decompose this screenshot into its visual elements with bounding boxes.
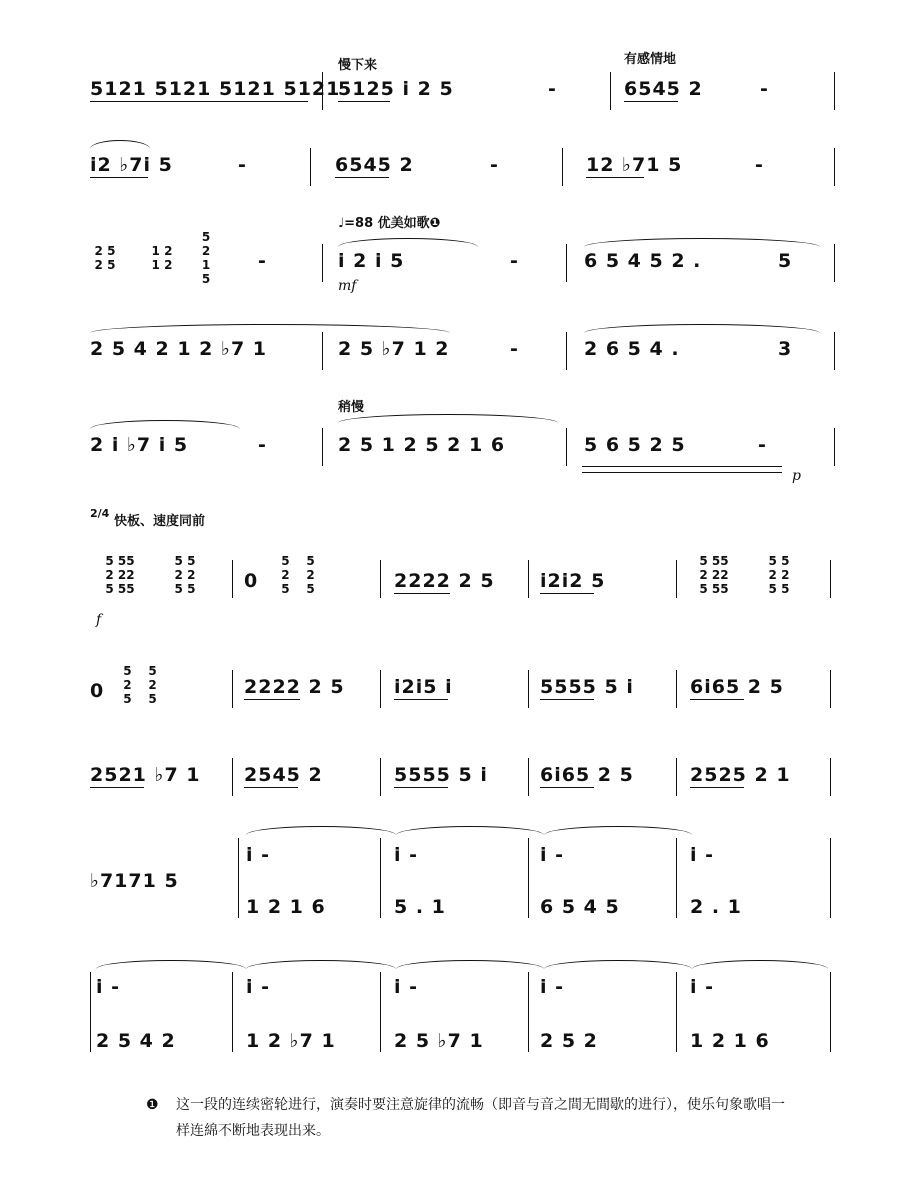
barline: [610, 72, 611, 110]
slur: [544, 826, 692, 835]
brace-bar: [238, 838, 239, 918]
barline: [830, 972, 831, 1052]
barline: [676, 758, 677, 796]
voice-bottom-9-2: 5 . 1: [394, 896, 446, 918]
slur: [338, 414, 558, 423]
measure-5-3: 5 6 5 2 5: [584, 434, 686, 456]
brace-bar: [90, 972, 91, 1052]
measure-6-2: 2222 2 5: [394, 570, 495, 592]
slur: [90, 324, 450, 333]
barline: [834, 428, 835, 466]
measure-2-2: 6545 2: [335, 154, 414, 176]
voice-top-10-3: i -: [394, 976, 419, 998]
barline: [310, 148, 311, 186]
barline: [830, 838, 831, 918]
barline: [830, 758, 831, 796]
footnote-marker: ❶: [146, 1097, 159, 1113]
measure-1-1: 5121 5121 5121 5121: [90, 78, 341, 100]
beam: [624, 101, 678, 102]
beam: [244, 699, 300, 700]
measure-2-1: i2 ♭7i 5: [90, 154, 173, 176]
measure-5-rest: -: [258, 434, 267, 456]
measure-1-rest: -: [548, 78, 557, 100]
marking-slightly-slow: 稍慢: [338, 400, 365, 415]
time-signature: 2/4: [90, 507, 110, 520]
voice-bottom-9-1: 1 2 1 6: [246, 896, 326, 918]
chord-stack: 5 55 2 22 5 55: [105, 554, 135, 596]
barline: [232, 972, 233, 1052]
measure-7-4: 6i65 2 5: [690, 676, 784, 698]
barline: [322, 428, 323, 466]
marking-tempo: ♩=88 优美如歌❶: [338, 216, 441, 231]
slur: [396, 826, 544, 835]
measure-1-3: 6545 2: [624, 78, 703, 100]
voice-top-9-1: i -: [246, 844, 271, 866]
beam: [335, 177, 389, 178]
marking-slow-down: 慢下来: [338, 58, 378, 73]
slur: [396, 960, 544, 969]
voice-bottom-9-4: 2 . 1: [690, 896, 742, 918]
voice-top-10-5: i -: [690, 976, 715, 998]
barline: [528, 972, 529, 1052]
voice-bottom-10-5: 1 2 1 6: [690, 1030, 770, 1052]
marking-with-feeling: 有感情地: [624, 52, 677, 67]
beam: [540, 787, 594, 788]
beam: [338, 101, 390, 102]
barline: [676, 670, 677, 708]
chord-stack: 2 5 2 5: [94, 244, 116, 272]
measure-7-3: 5555 5 i: [540, 676, 634, 698]
slur: [692, 960, 828, 969]
barline: [676, 838, 677, 918]
chord-stack: 1 2 1 2: [151, 244, 173, 272]
beam: [244, 787, 298, 788]
measure-3-3: 6 5 4 5 2 .: [584, 250, 702, 272]
measure-2-3: 12 ♭71 5: [586, 154, 683, 176]
barline: [566, 428, 567, 466]
barline: [834, 332, 835, 370]
barline: [830, 670, 831, 708]
dynamic-f: f: [96, 612, 102, 628]
beam: [394, 787, 448, 788]
voice-top-10-2: i -: [246, 976, 271, 998]
barline: [528, 758, 529, 796]
dynamic-p: p: [792, 468, 801, 484]
slur: [90, 420, 240, 429]
measure-7-1: 2222 2 5: [244, 676, 345, 698]
measure-8-4: 6i65 2 5: [540, 764, 634, 786]
barline: [380, 560, 381, 598]
measure-3-2: i 2 i 5: [338, 250, 405, 272]
voice-bottom-10-4: 2 5 2: [540, 1030, 598, 1052]
barline: [676, 972, 677, 1052]
voice-top-9-3: i -: [540, 844, 565, 866]
measure-6-1: 0: [244, 570, 259, 592]
slur: [96, 960, 246, 969]
beam: [690, 787, 744, 788]
measure-4-2: 2 5 ♭7 1 2: [338, 338, 450, 360]
beam: [90, 787, 144, 788]
barline: [380, 758, 381, 796]
measure-4-1: 2 5 4 2 1 2 ♭7 1: [90, 338, 268, 360]
beam: [394, 699, 448, 700]
voice-top-9-2: i -: [394, 844, 419, 866]
beam: [394, 593, 450, 594]
voice-top-10-1: i -: [96, 976, 121, 998]
measure-4-3: 2 6 5 4 .: [584, 338, 680, 360]
measure-6-3: i2i2 5: [540, 570, 606, 592]
barline: [834, 244, 835, 282]
slur: [246, 960, 396, 969]
beam: [90, 177, 148, 178]
measure-7-0: 0: [90, 680, 105, 702]
slur: [584, 324, 820, 333]
dynamic-mf: mf: [338, 278, 357, 294]
decrescendo-line: [582, 466, 782, 467]
barline: [830, 560, 831, 598]
measure-3-rest: -: [258, 250, 267, 272]
footnote-text: 这一段的连续密轮进行，演奏时要注意旋律的流畅（即音与音之間无間歇的进行），使乐句象歌唱一样连綿不断地表现出来。: [176, 1097, 785, 1139]
voice-bottom-10-1: 2 5 4 2: [96, 1030, 176, 1052]
barline: [322, 244, 323, 282]
measure-3-rest2: -: [510, 250, 519, 272]
slur: [338, 238, 478, 247]
barline: [834, 72, 835, 110]
voice-bottom-9-3: 6 5 4 5: [540, 896, 620, 918]
measure-8-3: 5555 5 i: [394, 764, 488, 786]
slur: [544, 960, 692, 969]
measure-1-rest2: -: [760, 78, 769, 100]
measure-5-1: 2 i ♭7 i 5: [90, 434, 189, 456]
beam: [690, 699, 744, 700]
barline: [834, 148, 835, 186]
beam: [540, 699, 594, 700]
measure-8-5: 2525 2 1: [690, 764, 791, 786]
barline: [562, 148, 563, 186]
barline: [528, 560, 529, 598]
slur: [246, 826, 396, 835]
measure-4-rest: -: [510, 338, 519, 360]
voice-bottom-10-3: 2 5 ♭7 1: [394, 1030, 484, 1052]
barline: [380, 670, 381, 708]
measure-1-2: 5125 i 2 5: [338, 78, 454, 100]
voice-top-10-4: i -: [540, 976, 565, 998]
chord-stack: 5 5 2 2 5 5: [174, 554, 196, 596]
slur: [90, 140, 150, 149]
barline: [528, 838, 529, 918]
measure-2-rest: -: [238, 154, 247, 176]
footnote: [146, 1092, 796, 1144]
barline: [380, 838, 381, 918]
chord-stack: 5 5 2 2 5 5: [768, 554, 790, 596]
measure-3-3b: 5: [778, 250, 793, 272]
chord-stack: 5 2 1 5: [201, 230, 211, 286]
barline: [676, 560, 677, 598]
measure-5-2: 2 5 1 2 5 2 1 6: [338, 434, 506, 456]
decrescendo-line: [582, 472, 782, 473]
barline: [322, 332, 323, 370]
barline: [566, 244, 567, 282]
measure-8-2: 2545 2: [244, 764, 323, 786]
barline: [232, 758, 233, 796]
slur: [584, 238, 820, 247]
chord-stack: 5 5 2 2 5 5: [123, 664, 157, 706]
chord-stack: 5 55 2 22 5 55: [699, 554, 729, 596]
measure-4-3b: 3: [778, 338, 793, 360]
barline: [322, 72, 323, 110]
barline: [232, 670, 233, 708]
measure-2-rest2: -: [490, 154, 499, 176]
beam: [586, 177, 644, 178]
barline: [566, 332, 567, 370]
measure-9-left: ♭7171 5: [90, 870, 179, 892]
measure-7-2: i2i5 i: [394, 676, 453, 698]
barline: [232, 560, 233, 598]
section-title: 快板、速度同前: [114, 514, 206, 529]
measure-8-1: 2521 ♭7 1: [90, 764, 201, 786]
voice-bottom-10-2: 1 2 ♭7 1: [246, 1030, 336, 1052]
voice-top-9-4: i -: [690, 844, 715, 866]
barline: [528, 670, 529, 708]
beam: [90, 101, 308, 102]
barline: [380, 972, 381, 1052]
beam: [540, 593, 594, 594]
chord-stack: 5 5 2 2 5 5: [281, 554, 315, 596]
measure-2-rest3: -: [755, 154, 764, 176]
measure-5-rest2: -: [758, 434, 767, 456]
